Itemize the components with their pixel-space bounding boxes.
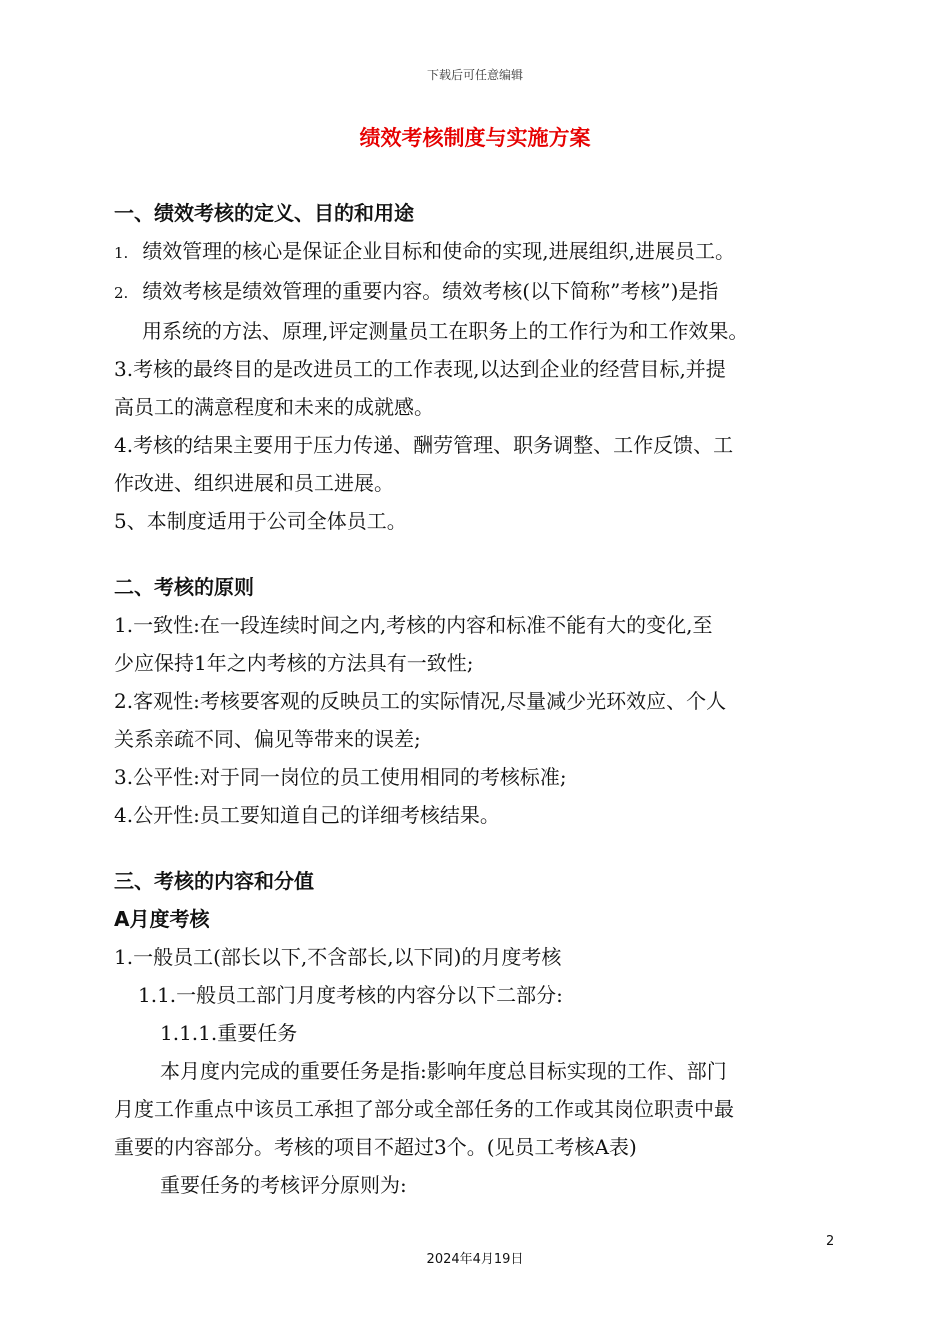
section2-item2-line2: 关系亲疏不同、偏见等带来的误差; <box>114 727 421 751</box>
document-body <box>114 194 838 1204</box>
section3-line1: 1.一般员工(部长以下,不含部长,以下同)的月度考核 <box>114 945 562 969</box>
section1-item4-line1: 4.考核的结果主要用于压力传递、酬劳管理、职务调整、工作反馈、工 <box>114 433 734 457</box>
section3-line3: 1.1.1.重要任务 <box>160 1021 298 1045</box>
item-number: 1. <box>114 244 129 262</box>
section3-paragraph-line3: 重要的内容部分。考核的项目不超过3个。(见员工考核A表) <box>114 1135 637 1159</box>
section1-item3-line2: 高员工的满意程度和未来的成就感。 <box>114 395 434 419</box>
section1-item2-line1 <box>114 272 838 312</box>
footer-date: 2024年4月19日 <box>426 1252 524 1267</box>
section3-paragraph-line1: 本月度内完成的重要任务是指:影响年度总目标实现的工作、部门 <box>160 1059 727 1083</box>
item-text: 绩效管理的核心是保证企业目标和使命的实现,进展组织,进展员工。 <box>142 239 736 263</box>
section1-item4-line2: 作改进、组织进展和员工进展。 <box>114 471 394 495</box>
section3-paragraph-line2: 月度工作重点中该员工承担了部分或全部任务的工作或其岗位职责中最 <box>114 1097 734 1121</box>
section1-item2-line2: 用系统的方法、原理,评定测量员工在职务上的工作行为和工作效果。 <box>142 319 749 343</box>
item-text: 绩效考核是绩效管理的重要内容。绩效考核(以下简称”考核”)是指 <box>142 279 719 303</box>
section2-heading: 二、考核的原则 <box>114 575 254 599</box>
section1-item1 <box>114 232 838 272</box>
section2-item1-line2: 少应保持1年之内考核的方法具有一致性; <box>114 651 474 675</box>
page-number: 2 <box>826 1234 835 1249</box>
section2-item3: 3.公平性:对于同一岗位的员工使用相同的考核标准; <box>114 765 567 789</box>
section1-item5: 5、本制度适用于公司全体员工。 <box>114 509 407 533</box>
section3-heading: 三、考核的内容和分值 <box>114 869 314 893</box>
section3-subheading: A月度考核 <box>114 907 210 931</box>
section2-item1-line1: 1.一致性:在一段连续时间之内,考核的内容和标准不能有大的变化,至 <box>114 613 713 637</box>
section3-last-line: 重要任务的考核评分原则为: <box>160 1173 407 1197</box>
header-note: 下载后可任意编辑 <box>426 68 523 82</box>
section2-item4: 4.公开性:员工要知道自己的详细考核结果。 <box>114 803 500 827</box>
section1-item3-line1: 3.考核的最终目的是改进员工的工作表现,以达到企业的经营目标,并提 <box>114 357 726 381</box>
document-title: 绩效考核制度与实施方案 <box>359 126 591 150</box>
item-number: 2. <box>114 284 129 302</box>
section3-line2: 1.1.一般员工部门月度考核的内容分以下二部分: <box>138 983 563 1007</box>
section1-heading: 一、绩效考核的定义、目的和用途 <box>114 201 414 225</box>
section2-item2-line1: 2.客观性:考核要客观的反映员工的实际情况,尽量减少光环效应、个人 <box>114 689 727 713</box>
